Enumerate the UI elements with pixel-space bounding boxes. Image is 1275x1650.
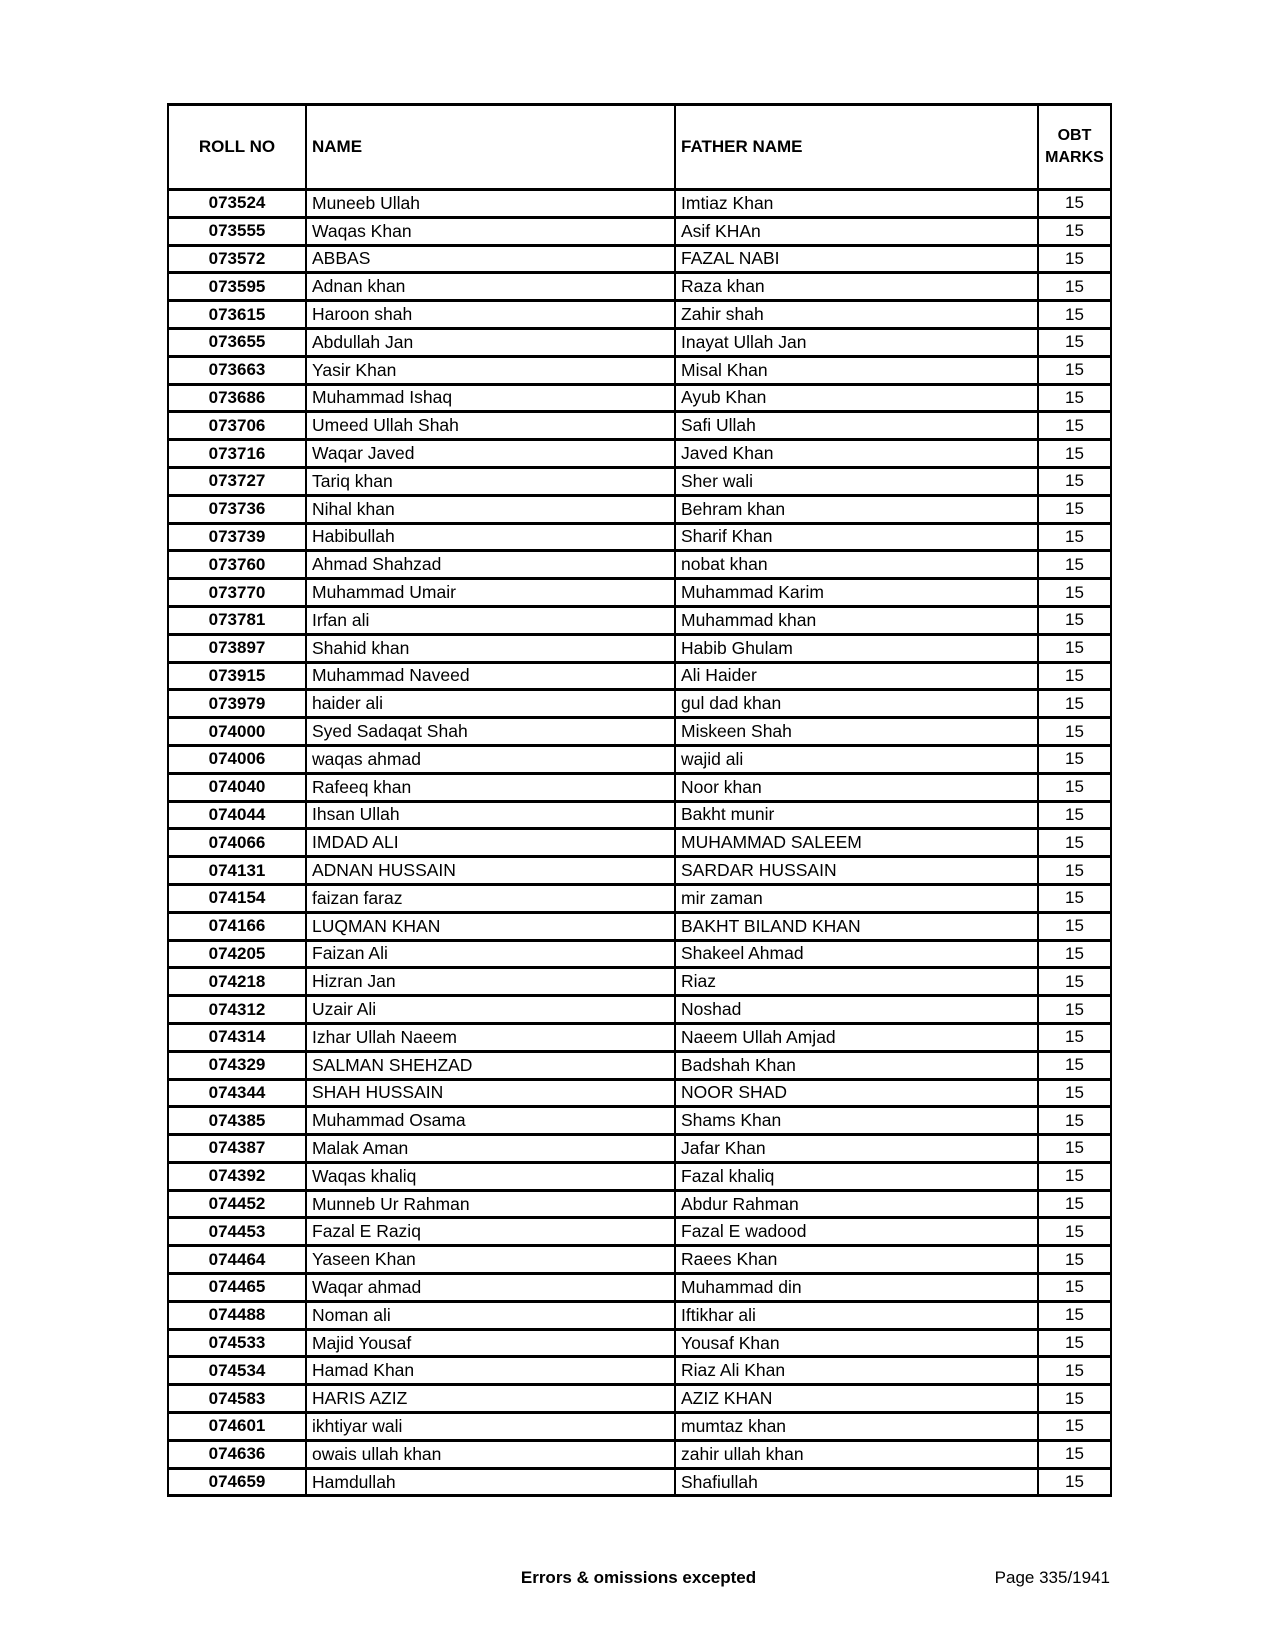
roll-no-cell: 073770 [168, 579, 306, 607]
table-row [168, 1413, 1111, 1441]
table-row [168, 467, 1111, 495]
father-name-cell: wajid ali [675, 745, 1038, 773]
table-row [168, 217, 1111, 245]
name-cell: Yasir Khan [306, 356, 675, 384]
roll-no-cell: 074601 [168, 1413, 306, 1441]
name-cell: SALMAN SHEHZAD [306, 1051, 675, 1079]
father-name-cell: Inayat Ullah Jan [675, 328, 1038, 356]
name-cell: Haroon shah [306, 301, 675, 329]
roll-no-cell: 073663 [168, 356, 306, 384]
table-row [168, 1023, 1111, 1051]
father-name-cell: Iftikhar ali [675, 1301, 1038, 1329]
roll-no-cell: 073686 [168, 384, 306, 412]
table-row [168, 495, 1111, 523]
table-row [168, 1329, 1111, 1357]
obt-marks-cell: 15 [1038, 829, 1111, 857]
header-row [168, 105, 1111, 190]
father-name-cell: Javed Khan [675, 440, 1038, 468]
table-row [168, 273, 1111, 301]
roll-no-cell: 073716 [168, 440, 306, 468]
roll-no-cell: 073897 [168, 634, 306, 662]
table-row [168, 745, 1111, 773]
table-row [168, 829, 1111, 857]
name-cell: haider ali [306, 690, 675, 718]
results-table [167, 103, 1112, 1497]
table-row [168, 940, 1111, 968]
obt-marks-cell: 15 [1038, 1135, 1111, 1163]
table-row [168, 301, 1111, 329]
name-cell: Muhammad Umair [306, 579, 675, 607]
roll-no-cell: 074534 [168, 1357, 306, 1385]
father-name-cell: Jafar Khan [675, 1135, 1038, 1163]
obt-marks-cell: 15 [1038, 690, 1111, 718]
name-cell: Hamdullah [306, 1468, 675, 1496]
roll-no-cell: 074583 [168, 1385, 306, 1413]
father-name-cell: nobat khan [675, 551, 1038, 579]
roll-no-cell: 074385 [168, 1107, 306, 1135]
roll-no-cell: 073706 [168, 412, 306, 440]
obt-marks-cell: 15 [1038, 412, 1111, 440]
table-row [168, 1135, 1111, 1163]
obt-marks-cell: 15 [1038, 328, 1111, 356]
obt-marks-cell: 15 [1038, 1107, 1111, 1135]
table-row [168, 1079, 1111, 1107]
father-name-cell: Muhammad din [675, 1274, 1038, 1302]
name-cell: Uzair Ali [306, 996, 675, 1024]
table-row [168, 1107, 1111, 1135]
obt-marks-cell: 15 [1038, 857, 1111, 885]
table-row [168, 1301, 1111, 1329]
header-obt-marks: OBT MARKS [1038, 105, 1111, 190]
name-cell: LUQMAN KHAN [306, 912, 675, 940]
name-cell: Hizran Jan [306, 968, 675, 996]
roll-no-cell: 074387 [168, 1135, 306, 1163]
name-cell: Waqar ahmad [306, 1274, 675, 1302]
father-name-cell: Naeem Ullah Amjad [675, 1023, 1038, 1051]
father-name-cell: Riaz Ali Khan [675, 1357, 1038, 1385]
roll-no-cell: 074465 [168, 1274, 306, 1302]
table-row [168, 1385, 1111, 1413]
roll-no-cell: 074392 [168, 1162, 306, 1190]
obt-marks-cell: 15 [1038, 801, 1111, 829]
roll-no-cell: 073781 [168, 606, 306, 634]
roll-no-cell: 073739 [168, 523, 306, 551]
name-cell: Muhammad Naveed [306, 662, 675, 690]
obt-marks-cell: 15 [1038, 634, 1111, 662]
father-name-cell: Fazal E wadood [675, 1218, 1038, 1246]
father-name-cell: Riaz [675, 968, 1038, 996]
name-cell: Adnan khan [306, 273, 675, 301]
name-cell: IMDAD ALI [306, 829, 675, 857]
roll-no-cell: 074131 [168, 857, 306, 885]
name-cell: Malak Aman [306, 1135, 675, 1163]
obt-marks-cell: 15 [1038, 773, 1111, 801]
name-cell: Habibullah [306, 523, 675, 551]
table-row [168, 1246, 1111, 1274]
roll-no-cell: 074166 [168, 912, 306, 940]
name-cell: Ihsan Ullah [306, 801, 675, 829]
father-name-cell: Raees Khan [675, 1246, 1038, 1274]
roll-no-cell: 074044 [168, 801, 306, 829]
name-cell: Rafeeq khan [306, 773, 675, 801]
table-row [168, 718, 1111, 746]
obt-marks-cell: 15 [1038, 968, 1111, 996]
obt-marks-cell: 15 [1038, 1301, 1111, 1329]
roll-no-cell: 073727 [168, 467, 306, 495]
table-row [168, 606, 1111, 634]
name-cell: Nihal khan [306, 495, 675, 523]
name-cell: Munneb Ur Rahman [306, 1190, 675, 1218]
roll-no-cell: 073760 [168, 551, 306, 579]
father-name-cell: Bakht munir [675, 801, 1038, 829]
obt-marks-cell: 15 [1038, 1162, 1111, 1190]
name-cell: faizan faraz [306, 884, 675, 912]
father-name-cell: mumtaz khan [675, 1413, 1038, 1441]
table-row [168, 857, 1111, 885]
roll-no-cell: 073736 [168, 495, 306, 523]
roll-no-cell: 073572 [168, 245, 306, 273]
father-name-cell: Imtiaz Khan [675, 190, 1038, 218]
table-row [168, 440, 1111, 468]
name-cell: Muhammad Ishaq [306, 384, 675, 412]
obt-marks-cell: 15 [1038, 1218, 1111, 1246]
table-row [168, 1440, 1111, 1468]
name-cell: Abdullah Jan [306, 328, 675, 356]
name-cell: Tariq khan [306, 467, 675, 495]
roll-no-cell: 074329 [168, 1051, 306, 1079]
roll-no-cell: 074453 [168, 1218, 306, 1246]
obt-marks-cell: 15 [1038, 301, 1111, 329]
table-row [168, 773, 1111, 801]
table-row [168, 245, 1111, 273]
roll-no-cell: 074205 [168, 940, 306, 968]
table-row [168, 523, 1111, 551]
roll-no-cell: 074659 [168, 1468, 306, 1496]
header-father-name: FATHER NAME [675, 105, 1038, 190]
obt-marks-cell: 15 [1038, 1329, 1111, 1357]
obt-marks-cell: 15 [1038, 1190, 1111, 1218]
obt-marks-cell: 15 [1038, 1246, 1111, 1274]
roll-no-cell: 074314 [168, 1023, 306, 1051]
name-cell: Hamad Khan [306, 1357, 675, 1385]
name-cell: Syed Sadaqat Shah [306, 718, 675, 746]
obt-marks-cell: 15 [1038, 523, 1111, 551]
father-name-cell: Noor khan [675, 773, 1038, 801]
obt-marks-cell: 15 [1038, 718, 1111, 746]
obt-marks-cell: 15 [1038, 551, 1111, 579]
obt-marks-cell: 15 [1038, 1440, 1111, 1468]
name-cell: Majid Yousaf [306, 1329, 675, 1357]
father-name-cell: Shafiullah [675, 1468, 1038, 1496]
father-name-cell: BAKHT BILAND KHAN [675, 912, 1038, 940]
obt-marks-cell: 15 [1038, 940, 1111, 968]
obt-marks-cell: 15 [1038, 245, 1111, 273]
name-cell: Muhammad Osama [306, 1107, 675, 1135]
table-row [168, 1051, 1111, 1079]
roll-no-cell: 074452 [168, 1190, 306, 1218]
table-row [168, 1190, 1111, 1218]
father-name-cell: Badshah Khan [675, 1051, 1038, 1079]
table-row [168, 634, 1111, 662]
father-name-cell: Asif KHAn [675, 217, 1038, 245]
name-cell: waqas ahmad [306, 745, 675, 773]
obt-marks-cell: 15 [1038, 1023, 1111, 1051]
name-cell: owais ullah khan [306, 1440, 675, 1468]
roll-no-cell: 073615 [168, 301, 306, 329]
header-roll-no: ROLL NO [168, 105, 306, 190]
father-name-cell: Behram khan [675, 495, 1038, 523]
table-row [168, 662, 1111, 690]
roll-no-cell: 073915 [168, 662, 306, 690]
father-name-cell: Habib Ghulam [675, 634, 1038, 662]
name-cell: Noman ali [306, 1301, 675, 1329]
father-name-cell: Misal Khan [675, 356, 1038, 384]
father-name-cell: Abdur Rahman [675, 1190, 1038, 1218]
obt-marks-cell: 15 [1038, 1051, 1111, 1079]
father-name-cell: Muhammad Karim [675, 579, 1038, 607]
obt-marks-cell: 15 [1038, 1274, 1111, 1302]
table-row [168, 551, 1111, 579]
father-name-cell: Zahir shah [675, 301, 1038, 329]
roll-no-cell: 073655 [168, 328, 306, 356]
name-cell: ikhtiyar wali [306, 1413, 675, 1441]
table-row [168, 1357, 1111, 1385]
father-name-cell: Sharif Khan [675, 523, 1038, 551]
name-cell: Muneeb Ullah [306, 190, 675, 218]
table-row [168, 1218, 1111, 1246]
obt-marks-cell: 15 [1038, 745, 1111, 773]
roll-no-cell: 073524 [168, 190, 306, 218]
obt-marks-cell: 15 [1038, 217, 1111, 245]
father-name-cell: Fazal khaliq [675, 1162, 1038, 1190]
father-name-cell: NOOR SHAD [675, 1079, 1038, 1107]
obt-marks-cell: 15 [1038, 579, 1111, 607]
father-name-cell: SARDAR HUSSAIN [675, 857, 1038, 885]
roll-no-cell: 074533 [168, 1329, 306, 1357]
father-name-cell: Muhammad khan [675, 606, 1038, 634]
table-row [168, 412, 1111, 440]
obt-marks-cell: 15 [1038, 1079, 1111, 1107]
roll-no-cell: 074154 [168, 884, 306, 912]
name-cell: Irfan ali [306, 606, 675, 634]
father-name-cell: Noshad [675, 996, 1038, 1024]
header-name: NAME [306, 105, 675, 190]
obt-marks-cell: 15 [1038, 440, 1111, 468]
obt-marks-cell: 15 [1038, 356, 1111, 384]
name-cell: Yaseen Khan [306, 1246, 675, 1274]
name-cell: Faizan Ali [306, 940, 675, 968]
roll-no-cell: 073595 [168, 273, 306, 301]
father-name-cell: Safi Ullah [675, 412, 1038, 440]
obt-marks-cell: 15 [1038, 912, 1111, 940]
name-cell: Izhar Ullah Naeem [306, 1023, 675, 1051]
father-name-cell: Miskeen Shah [675, 718, 1038, 746]
obt-marks-cell: 15 [1038, 467, 1111, 495]
results-table-header [168, 105, 1111, 190]
table-row [168, 579, 1111, 607]
table-row [168, 912, 1111, 940]
obt-marks-cell: 15 [1038, 662, 1111, 690]
name-cell: SHAH HUSSAIN [306, 1079, 675, 1107]
obt-marks-cell: 15 [1038, 1357, 1111, 1385]
father-name-cell: FAZAL NABI [675, 245, 1038, 273]
name-cell: Waqas Khan [306, 217, 675, 245]
table-row [168, 996, 1111, 1024]
roll-no-cell: 074344 [168, 1079, 306, 1107]
father-name-cell: mir zaman [675, 884, 1038, 912]
name-cell: Waqar Javed [306, 440, 675, 468]
father-name-cell: Shams Khan [675, 1107, 1038, 1135]
obt-marks-cell: 15 [1038, 495, 1111, 523]
obt-marks-cell: 15 [1038, 190, 1111, 218]
roll-no-cell: 074006 [168, 745, 306, 773]
name-cell: HARIS AZIZ [306, 1385, 675, 1413]
obt-marks-cell: 15 [1038, 884, 1111, 912]
roll-no-cell: 074636 [168, 1440, 306, 1468]
results-table-body [168, 190, 1111, 1496]
father-name-cell: Shakeel Ahmad [675, 940, 1038, 968]
page-number: Page 335/1941 [994, 1568, 1110, 1587]
name-cell: Ahmad Shahzad [306, 551, 675, 579]
obt-marks-cell: 15 [1038, 606, 1111, 634]
name-cell: Shahid khan [306, 634, 675, 662]
father-name-cell: Yousaf Khan [675, 1329, 1038, 1357]
roll-no-cell: 073979 [168, 690, 306, 718]
name-cell: ADNAN HUSSAIN [306, 857, 675, 885]
table-row [168, 801, 1111, 829]
table-row [168, 1162, 1111, 1190]
footer-note: Errors & omissions excepted [520, 1568, 757, 1587]
table-row [168, 1274, 1111, 1302]
table-row [168, 190, 1111, 218]
father-name-cell: Raza khan [675, 273, 1038, 301]
name-cell: Umeed Ullah Shah [306, 412, 675, 440]
father-name-cell: Ali Haider [675, 662, 1038, 690]
table-row [168, 884, 1111, 912]
roll-no-cell: 074000 [168, 718, 306, 746]
roll-no-cell: 074218 [168, 968, 306, 996]
father-name-cell: AZIZ KHAN [675, 1385, 1038, 1413]
roll-no-cell: 074488 [168, 1301, 306, 1329]
roll-no-cell: 074066 [168, 829, 306, 857]
table-row [168, 384, 1111, 412]
roll-no-cell: 074464 [168, 1246, 306, 1274]
table-row [168, 356, 1111, 384]
father-name-cell: zahir ullah khan [675, 1440, 1038, 1468]
father-name-cell: Ayub Khan [675, 384, 1038, 412]
obt-marks-cell: 15 [1038, 996, 1111, 1024]
obt-marks-cell: 15 [1038, 384, 1111, 412]
table-row [168, 328, 1111, 356]
obt-marks-cell: 15 [1038, 273, 1111, 301]
name-cell: ABBAS [306, 245, 675, 273]
roll-no-cell: 074312 [168, 996, 306, 1024]
roll-no-cell: 073555 [168, 217, 306, 245]
father-name-cell: MUHAMMAD SALEEM [675, 829, 1038, 857]
obt-marks-cell: 15 [1038, 1385, 1111, 1413]
roll-no-cell: 074040 [168, 773, 306, 801]
table-row [168, 1468, 1111, 1496]
table-row [168, 968, 1111, 996]
table-row [168, 690, 1111, 718]
name-cell: Fazal E Raziq [306, 1218, 675, 1246]
father-name-cell: Sher wali [675, 467, 1038, 495]
father-name-cell: gul dad khan [675, 690, 1038, 718]
obt-marks-cell: 15 [1038, 1468, 1111, 1496]
name-cell: Waqas khaliq [306, 1162, 675, 1190]
obt-marks-cell: 15 [1038, 1413, 1111, 1441]
